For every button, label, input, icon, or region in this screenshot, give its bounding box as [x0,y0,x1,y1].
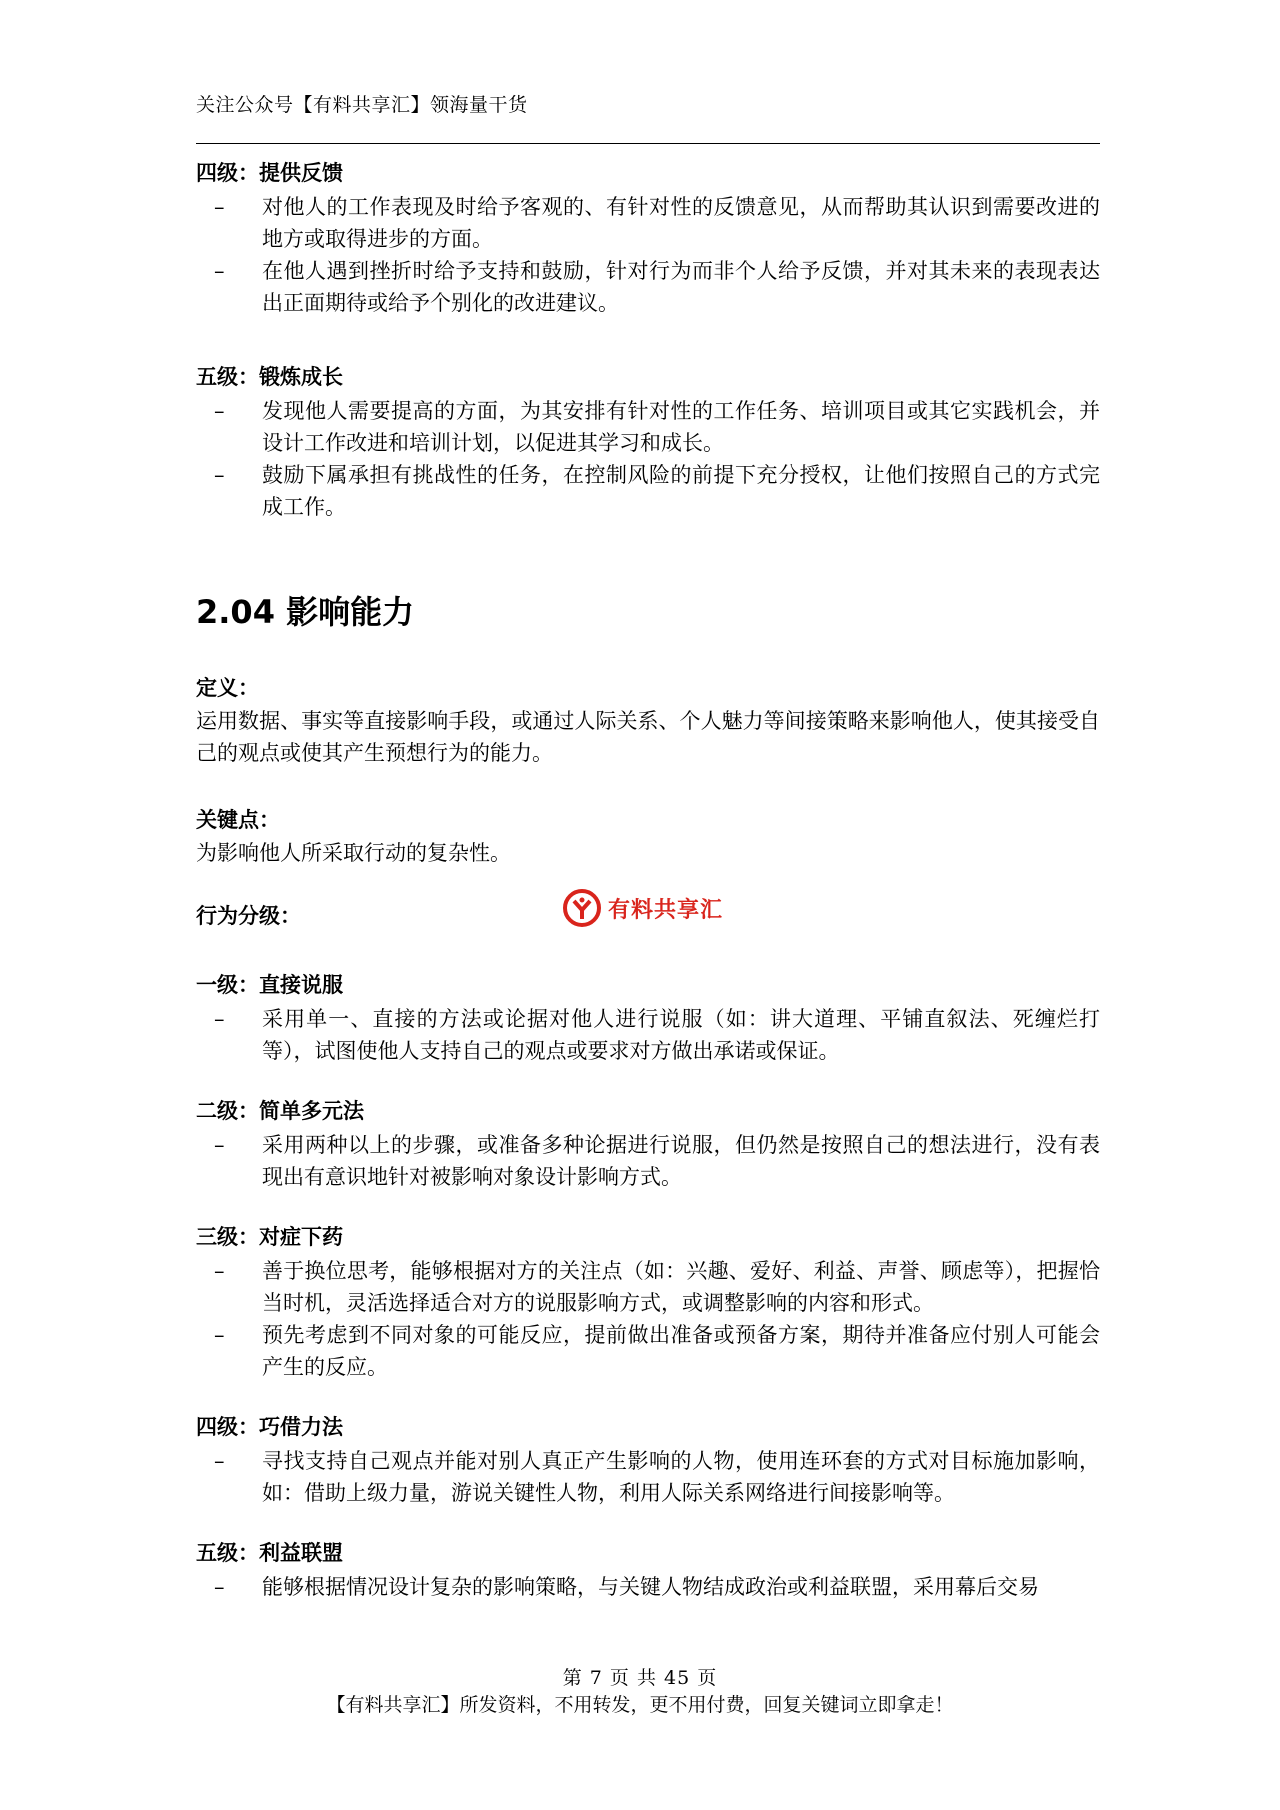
level-title: 五级：利益联盟 [196,1541,343,1565]
dash-icon: – [214,1449,225,1473]
bullet-text: 能够根据情况设计复杂的影响策略，与关键人物结成政治或利益联盟，采用幕后交易 [262,1575,1039,1599]
dash-icon: – [214,463,225,487]
page-number: 第 7 页 共 45 页 [562,1667,718,1689]
bullet-item [196,459,1100,523]
bullet-item [196,395,1100,459]
section-title: 2.04 影响能力 [196,593,415,631]
bullet-text: 鼓励下属承担有挑战性的任务，在控制风险的前提下充分授权，让他们按照自己的方式完成工作。 [262,463,1100,519]
brand-logo-icon [562,888,602,928]
bullet-item [196,1445,1100,1509]
dash-icon: – [214,399,225,423]
definition-label: 定义： [196,676,259,700]
level-title: 二级：简单多元法 [196,1099,364,1123]
bullet-item [196,1129,1100,1193]
dash-icon: – [214,259,225,283]
bullet-list [196,191,1100,319]
bullet-item [196,255,1100,319]
bullet-text: 对他人的工作表现及时给予客观的、有针对性的反馈意见，从而帮助其认识到需要改进的地方或取得进步的方面。 [262,195,1100,251]
prev-level-5 [196,359,1100,523]
level-title: 四级：巧借力法 [196,1415,343,1439]
bullet-list [196,1445,1100,1509]
level-4 [196,1409,1100,1509]
bullet-list [196,1571,1100,1603]
keypoint-text: 为影响他人所采取行动的复杂性。 [196,841,511,865]
bullet-text: 预先考虑到不同对象的可能反应，提前做出准备或预备方案，期待并准备应付别人可能会产生的反应。 [262,1323,1100,1379]
bullet-item [196,1319,1100,1383]
bullet-text: 采用单一、直接的方法或论据对他人进行说服（如：讲大道理、平铺直叙法、死缠烂打等），试图使他人支持自己的观点或要求对方做出承诺或保证。 [262,1007,1100,1063]
grading-label: 行为分级： [196,904,301,928]
level-title: 五级：锻炼成长 [196,365,343,389]
level-2 [196,1093,1100,1193]
bullet-list [196,1129,1100,1193]
page-header: 关注公众号【有料共享汇】领海量干货 [196,94,528,116]
watermark-logo [562,888,723,928]
bullet-list [196,1003,1100,1067]
watermark-text: 有料共享汇 [608,897,724,923]
bullet-item [196,1255,1100,1319]
level-title: 三级：对症下药 [196,1225,343,1249]
dash-icon: – [214,1323,225,1347]
level-5 [196,1535,1100,1603]
prev-level-4 [196,155,1100,319]
keypoint-block [196,803,1100,869]
bullet-text: 发现他人需要提高的方面，为其安排有针对性的工作任务、培训项目或其它实践机会，并设计工作改进和培训计划，以促进其学习和成长。 [262,399,1100,455]
bullet-text: 善于换位思考，能够根据对方的关注点（如：兴趣、爱好、利益、声誉、顾虑等），把握恰当时机，灵活选择适合对方的说服影响方式，或调整影响的内容和形式。 [262,1259,1100,1315]
bullet-list [196,395,1100,523]
bullet-item [196,1571,1100,1603]
dash-icon: – [214,1133,225,1157]
bullet-text: 采用两种以上的步骤，或准备多种论据进行说服，但仍然是按照自己的想法进行，没有表现出有意识地针对被影响对象设计影响方式。 [262,1133,1100,1189]
level-3 [196,1219,1100,1383]
keypoint-label: 关键点： [196,808,280,832]
header-divider [196,143,1100,144]
definition-text: 运用数据、事实等直接影响手段，或通过人际关系、个人魅力等间接策略来影响他人，使其接受自己的观点或使其产生预想行为的能力。 [196,709,1100,765]
dash-icon: – [214,195,225,219]
level-1 [196,967,1100,1067]
level-title: 一级：直接说服 [196,973,343,997]
page-content [196,155,1100,1603]
dash-icon: – [214,1575,225,1599]
footer-note: 【有料共享汇】所发资料，不用转发，更不用付费，回复关键词立即拿走！ [326,1694,954,1716]
bullet-text: 在他人遇到挫折时给予支持和鼓励，针对行为而非个人给予反馈，并对其未来的表现表达出正面期待或给予个别化的改进建议。 [262,259,1100,315]
dash-icon: – [214,1259,225,1283]
level-title: 四级：提供反馈 [196,161,343,185]
bullet-text: 寻找支持自己观点并能对别人真正产生影响的人物，使用连环套的方式对目标施加影响，如：借助上级力量，游说关键性人物，利用人际关系网络进行间接影响等。 [262,1449,1100,1505]
bullet-item [196,191,1100,255]
bullet-item [196,1003,1100,1067]
definition-block [196,671,1100,769]
bullet-list [196,1255,1100,1383]
dash-icon: – [214,1007,225,1031]
